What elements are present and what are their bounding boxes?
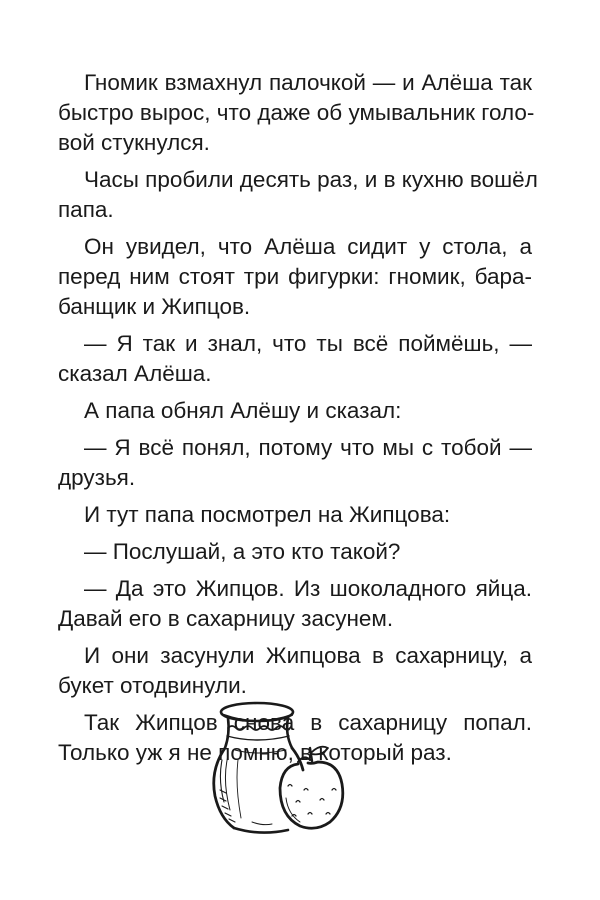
text-line: быстро вырос, что даже об умывальник голо- <box>58 100 535 125</box>
paragraph <box>58 329 532 389</box>
paragraph <box>58 574 532 634</box>
text-line: перед ним стоят три фигурки: гномик, бара- <box>58 264 532 289</box>
apple-drawing <box>280 747 343 829</box>
text-line: И тут папа посмотрел на Жипцова: <box>84 502 451 527</box>
text-line: — Послушай, а это кто такой? <box>84 539 401 564</box>
paragraph <box>58 165 538 225</box>
text-line: Гномик взмахнул палочкой — и Алёша так <box>84 70 532 95</box>
text-line: друзья. <box>58 465 136 490</box>
text-line: — Я так и знал, что ты всё поймёшь, — <box>84 331 532 356</box>
jug-and-apple-illustration <box>208 690 358 838</box>
text-line: — Я всё понял, потому что мы с тобой — <box>84 435 532 460</box>
text-line: Только уж я не помню, в который раз. <box>58 740 452 765</box>
paragraph <box>58 537 532 567</box>
text-line: Давай его в сахарницу засунем. <box>58 606 394 631</box>
text-line: папа. <box>58 197 114 222</box>
paragraph <box>58 433 532 493</box>
paragraph <box>58 500 532 530</box>
text-line: сказал Алёша. <box>58 361 212 386</box>
text-line: Он увидел, что Алёша сидит у стола, а <box>84 234 532 259</box>
text-line: — Да это Жипцов. Из шоколадного яйца. <box>84 576 532 601</box>
book-page-text <box>58 68 538 775</box>
text-line: Часы пробили десять раз, и в кухню вошёл <box>84 167 538 192</box>
text-line: И они засунули Жипцова в сахарницу, а <box>84 643 532 668</box>
text-line: А папа обнял Алёшу и сказал: <box>84 398 402 423</box>
text-line: вой стукнулся. <box>58 130 210 155</box>
paragraph <box>58 232 532 322</box>
text-line: банщик и Жипцов. <box>58 294 251 319</box>
text-line: букет отодвинули. <box>58 673 247 698</box>
paragraph <box>58 68 535 158</box>
text-line: Так Жипцов снова в сахарницу попал. <box>84 710 532 735</box>
paragraph <box>58 396 532 426</box>
